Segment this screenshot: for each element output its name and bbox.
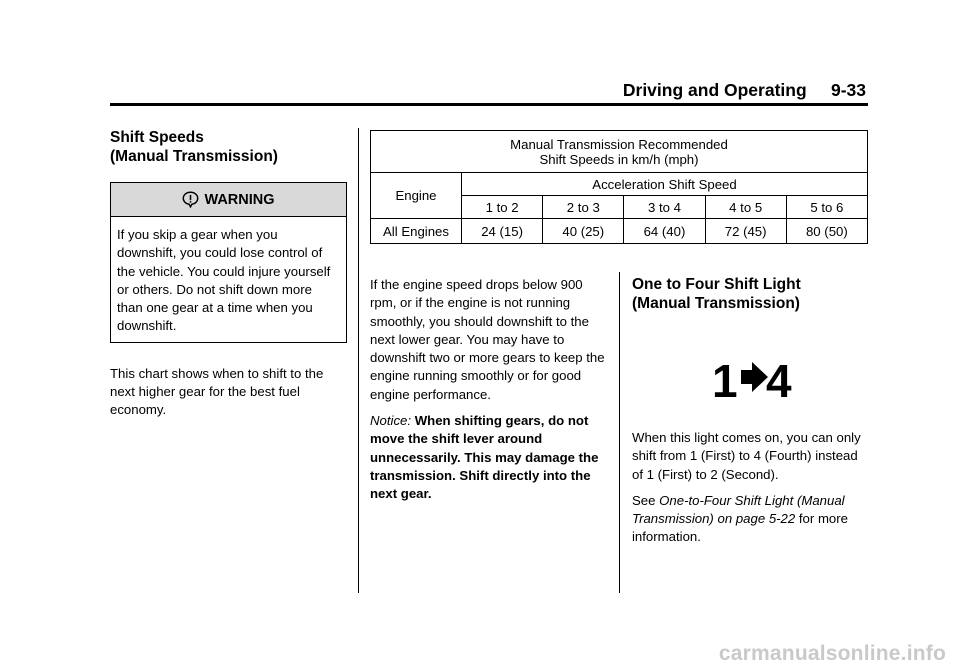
page-number: 9-33	[830, 80, 866, 100]
table-cell: 80 (50)	[786, 219, 867, 244]
column-left	[110, 128, 350, 420]
watermark: carmanualsonline.info	[718, 642, 946, 665]
header-rule	[110, 103, 868, 106]
warning-header	[111, 183, 346, 217]
engine-header: Engine	[371, 173, 462, 219]
table-caption: Manual Transmission Recommended Shift Speeds in km/h (mph)	[371, 131, 868, 173]
column-middle	[370, 276, 608, 512]
warning-icon	[182, 191, 199, 208]
symbol-to: 4	[766, 355, 792, 401]
column-header: 1 to 2	[462, 196, 543, 219]
column-header: 4 to 5	[705, 196, 786, 219]
column-right	[632, 275, 872, 555]
column-divider-right	[619, 272, 620, 593]
notice-label: Notice:	[370, 413, 412, 429]
section-title	[623, 80, 866, 101]
row-label: All Engines	[371, 219, 462, 244]
table-row	[371, 219, 868, 244]
arrow-right-icon	[741, 362, 768, 392]
warning-text: If you skip a gear when you downshift, you could lose control of the vehicle. You could injure yourself or others. Do not shift down more than one gear at a time when you downshift.	[117, 227, 331, 334]
chapter-name: Driving and Operating	[622, 80, 807, 100]
notice-text: When shifting gears, do not move the shift lever around unnecessarily. This may damage the transmission. Shift directly into the next gear.	[370, 413, 599, 502]
one-to-four-heading: One to Four Shift Light (Manual Transmission)	[632, 276, 801, 312]
table-cell: 40 (25)	[543, 219, 624, 244]
table-cell: 72 (45)	[705, 219, 786, 244]
shift-speeds-heading: Shift Speeds (Manual Transmission)	[110, 129, 278, 165]
shift-light-text: When this light comes on, you can only shift from 1 (First) to 4 (Fourth) instead of 1 (First) to 2 (Second).	[632, 430, 861, 482]
see-reference: See One-to-Four Shift Light (Manual Transmission) on page 5-22 for more information.	[632, 492, 848, 545]
warning-box	[110, 182, 347, 343]
chart-intro-text: This chart shows when to shift to the next higher gear for the best fuel economy.	[110, 365, 324, 418]
table-cell: 64 (40)	[624, 219, 705, 244]
column-header: 3 to 4	[624, 196, 705, 219]
downshift-text: If the engine speed drops below 900 rpm, or if the engine is not running smoothly, you should downshift to the next lower gear. You may have to downshift two or more gears to keep the engine running smoothly or for good engine performance.	[370, 277, 605, 402]
acceleration-header: Acceleration Shift Speed	[462, 173, 868, 196]
see-reference-link[interactable]: One-to-Four Shift Light (Manual Transmission) on page 5-22	[632, 492, 845, 527]
notice-paragraph	[370, 412, 608, 503]
one-to-four-shift-icon	[712, 355, 792, 401]
symbol-from: 1	[712, 355, 738, 401]
column-divider-left	[358, 128, 359, 593]
column-header: 5 to 6	[786, 196, 867, 219]
shift-speed-table	[370, 130, 868, 244]
table-cell: 24 (15)	[462, 219, 543, 244]
warning-label: WARNING	[204, 191, 275, 208]
column-header: 2 to 3	[543, 196, 624, 219]
